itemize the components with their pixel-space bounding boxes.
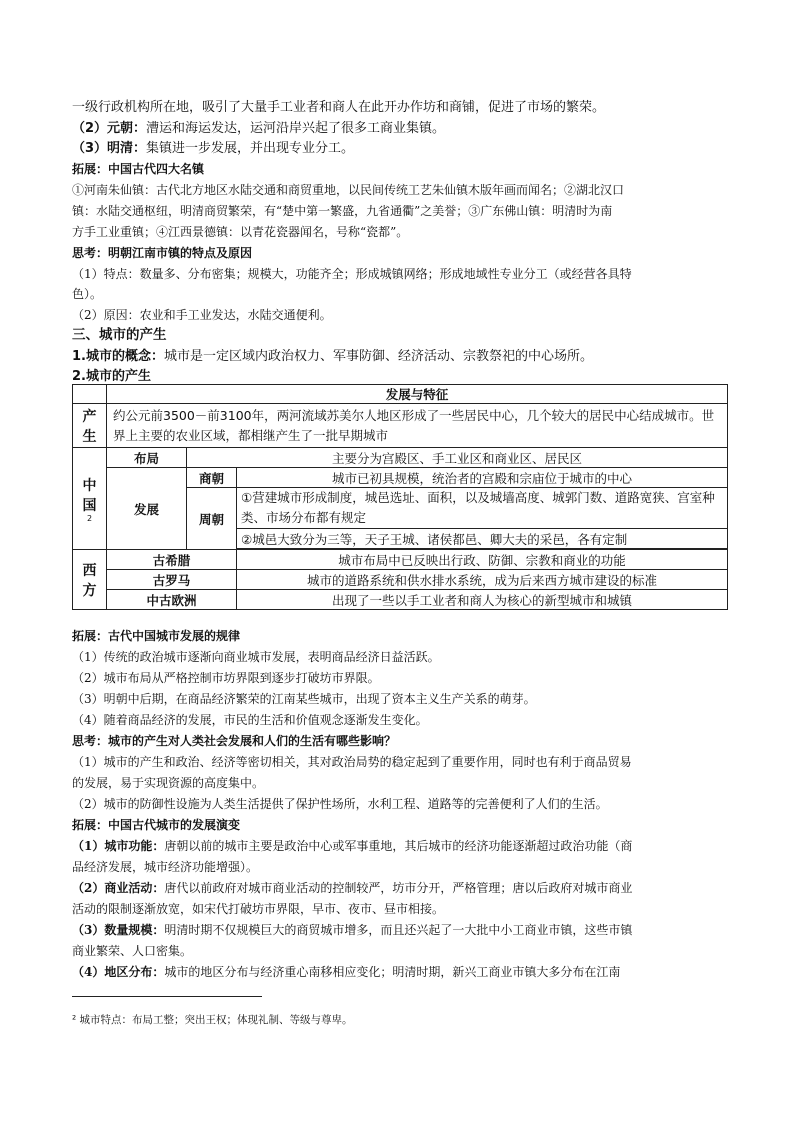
evolution-item bbox=[72, 921, 632, 940]
zhou-text-1: ①营建城市形成制度，城邑选址、面积，以及城墙高度、城郭门数、道路宽狭、宫室种类、市场分布都有规定 bbox=[237, 488, 728, 529]
greece-label: 古希腊 bbox=[107, 550, 237, 570]
birth-text: 约公元前3500－前3100年，两河流域苏美尔人地区形成了一些居民中心，几个较大的居民中心结成城市。世界上主要的农业区域，都相继产生了一批早期城市 bbox=[107, 404, 728, 448]
evolution-item-label: （3）数量规模： bbox=[72, 923, 165, 937]
zhou-text-2: ②城邑大致分为三等，天子王城、诸侯都邑、卿大夫的采邑，各有定制 bbox=[237, 529, 728, 549]
shang-label: 商朝 bbox=[187, 468, 237, 488]
footnote-divider bbox=[72, 996, 262, 997]
extension-rules-line: （4）随着商品经济的发展，市民的生活和价值观念逐渐发生变化。 bbox=[72, 713, 428, 727]
extension-title-towns: 拓展：中国古代四大名镇 bbox=[72, 162, 205, 176]
item-yuan-text: 漕运和海运发达，运河沿岸兴起了很多工商业集镇。 bbox=[146, 121, 446, 136]
item-yuan-label: （2）元朝： bbox=[72, 121, 147, 136]
evolution-item-cont: 活动的限制逐渐放宽，如宋代打破坊市界限，早市、夜市、昼市相接。 bbox=[72, 902, 445, 916]
medieval-text: 出现了一些以手工业者和商人为核心的新型城市和城镇 bbox=[237, 590, 728, 610]
evolution-item-text: 唐代以前政府对城市商业活动的控制较严，坊市分开，严格管理；唐以后政府对城市商业 bbox=[164, 881, 633, 895]
extension-towns-line: 镇：水陆交通枢纽，明清商贸繁荣，有“楚中第一繁盛，九省通衢”之美誉；③广东佛山镇：明清时为南 bbox=[72, 204, 613, 218]
extension-rules-line: （3）明朝中后期，在商品经济繁荣的江南某些城市，出现了资本主义生产关系的萌芽。 bbox=[72, 692, 536, 706]
evolution-item-text: 唐朝以前的城市主要是政治中心或军事重地，其后城市的经济功能逐渐超过政治功能（商 bbox=[164, 839, 633, 853]
evolution-item bbox=[72, 879, 632, 898]
footnote-mark: 2 bbox=[86, 513, 93, 523]
think-jiangnan-line: 色）。 bbox=[72, 287, 103, 301]
item-mingqing bbox=[72, 139, 354, 158]
think-title-impact: 思考：城市的产生对人类社会发展和人们的生活有哪些影响？ bbox=[72, 734, 397, 748]
think-title-jiangnan: 思考：明朝江南市镇的特点及原因 bbox=[72, 246, 253, 260]
think-impact-line: （2）城市的防御性设施为人类生活提供了保护性场所，水利工程、道路等的完善便利了人们的生活。 bbox=[72, 797, 608, 811]
evolution-item-cont: 商业繁荣、人口密集。 bbox=[72, 944, 193, 958]
origin-title: 2.城市的产生 bbox=[72, 369, 151, 384]
extension-rules-line: （2）城市布局从严格控制市坊界限到逐步打破坊市界限。 bbox=[72, 671, 380, 685]
development-label: 发展 bbox=[107, 468, 187, 550]
evolution-item bbox=[72, 837, 632, 856]
extension-towns-line: 方手工业重镇；④江西景德镇：以青花瓷器闻名，号称“瓷都”。 bbox=[72, 225, 409, 239]
intro-line: 一级行政机构所在地，吸引了大量手工业者和商人在此开办作坊和商铺，促进了市场的繁荣。 bbox=[72, 100, 606, 115]
evolution-item-label: （1）城市功能： bbox=[72, 839, 165, 853]
row-label-west: 西方 bbox=[73, 550, 107, 610]
extension-title-evolution: 拓展：中国古代城市的发展演变 bbox=[72, 818, 241, 832]
city-development-table bbox=[72, 384, 728, 610]
evolution-item-label: （2）商业活动： bbox=[72, 881, 165, 895]
item-mingqing-label: （3）明清： bbox=[72, 141, 147, 156]
medieval-label: 中古欧洲 bbox=[107, 590, 237, 610]
layout-text: 主要分为宫殿区、手工业区和商业区、居民区 bbox=[187, 448, 728, 468]
layout-label: 布局 bbox=[107, 448, 187, 468]
row-label-china bbox=[73, 448, 107, 550]
city-concept-text: 城市是一定区域内政治权力、军事防御、经济活动、宗教祭祀的中心场所。 bbox=[163, 349, 593, 364]
section-title: 三、城市的产生 bbox=[72, 327, 167, 343]
evolution-item-text: 明清时期不仅规模巨大的商贸城市增多，而且还兴起了一大批中小工商业市镇，这些市镇 bbox=[164, 923, 633, 937]
greece-text: 城市布局中已反映出行政、防御、宗教和商业的功能 bbox=[237, 550, 728, 570]
rome-label: 古罗马 bbox=[107, 570, 237, 590]
item-mingqing-text: 集镇进一步发展，并出现专业分工。 bbox=[146, 141, 355, 156]
city-concept-label: 1.城市的概念： bbox=[72, 349, 164, 364]
extension-rules-line: （1）传统的政治城市逐渐向商业城市发展，表明商品经济日益活跃。 bbox=[72, 650, 440, 664]
zhou-label: 周朝 bbox=[187, 488, 237, 550]
row-label-birth: 产生 bbox=[73, 404, 107, 448]
extension-title-rules: 拓展：古代中国城市发展的规律 bbox=[72, 629, 241, 643]
think-impact-line: （1）城市的产生和政治、经济等密切相关，其对政治局势的稳定起到了重要作用，同时也有利于商品贸易 bbox=[72, 755, 632, 769]
rome-text: 城市的道路系统和供水排水系统，成为后来西方城市建设的标准 bbox=[237, 570, 728, 590]
shang-text: 城市已初具规模，统治者的宫殿和宗庙位于城市的中心 bbox=[237, 468, 728, 488]
evolution-item-text: 城市的地区分布与经济重心南移相应变化；明清时期，新兴工商业市镇大多分布在江南 bbox=[164, 965, 621, 979]
footnote: ² 城市特点：布局工整；突出王权；体现礼制、等级与尊卑。 bbox=[72, 1014, 353, 1026]
think-impact-line: 的发展，易于实现资源的高度集中。 bbox=[72, 776, 265, 790]
evolution-item-label: （4）地区分布： bbox=[72, 965, 165, 979]
extension-towns-line: ①河南朱仙镇：古代北方地区水陆交通和商贸重地，以民间传统工艺朱仙镇木版年画而闻名；②湖北汉口 bbox=[72, 183, 625, 197]
think-jiangnan-line: （1）特点：数量多、分布密集；规模大，功能齐全；形成城镇网络；形成地域性专业分工（或经营各具特 bbox=[72, 267, 632, 281]
china-label: 中国 bbox=[82, 477, 97, 514]
city-concept bbox=[72, 347, 593, 366]
think-jiangnan-line: （2）原因：农业和手工业发达，水陆交通便利。 bbox=[72, 308, 332, 322]
evolution-item bbox=[72, 963, 620, 982]
table-header: 发展与特征 bbox=[107, 385, 728, 404]
item-yuan bbox=[72, 119, 445, 138]
evolution-item-cont: 品经济发展，城市经济功能增强）。 bbox=[72, 860, 259, 874]
